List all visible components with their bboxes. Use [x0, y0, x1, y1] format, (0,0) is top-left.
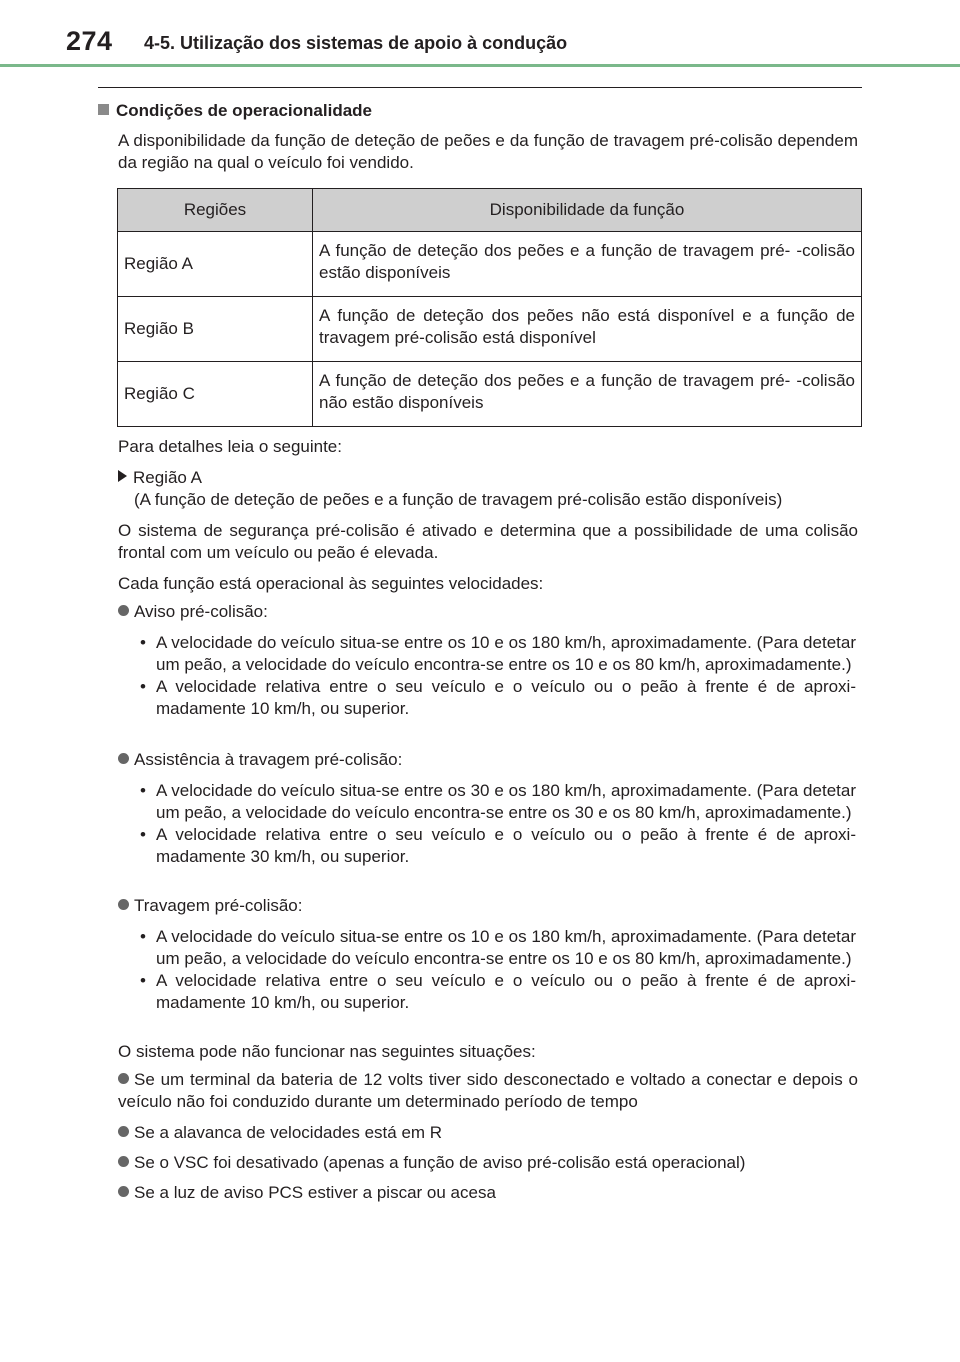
section-heading — [98, 100, 372, 122]
function-details — [129, 780, 856, 868]
table-header-cell: Disponibilidade da função — [313, 189, 862, 232]
triangle-bullet-icon — [118, 470, 127, 482]
situation-item — [118, 1182, 858, 1204]
situation-item — [118, 1152, 858, 1174]
circle-bullet-icon — [118, 753, 129, 764]
situation-item — [118, 1122, 858, 1144]
function-name: Assistência à travagem pré-colisão: — [134, 750, 403, 769]
list-item-text: A velocidade relativa entre o seu veículo e o veículo ou o peão à frente é de aproxi- madamente 10 km/h, ou superior. — [156, 971, 856, 1012]
dot-bullet: • — [140, 633, 146, 652]
square-bullet-icon — [98, 104, 109, 115]
region-a-title: Região A — [133, 468, 202, 487]
page-number: 274 — [66, 26, 113, 56]
chapter-title: 4-5. Utilização dos sistemas de apoio à condução — [144, 33, 568, 53]
activation-text: O sistema de segurança pré-colisão é ativado e determina que a possibilidade de uma colisão frontal com um veículo ou peão é elevada. — [118, 521, 858, 562]
situations-intro: O sistema pode não funcionar nas seguintes situações: — [118, 1042, 536, 1061]
circle-bullet-icon — [118, 1073, 129, 1084]
function-details — [129, 926, 856, 1014]
function-details — [129, 632, 856, 720]
list-item — [129, 780, 856, 824]
list-item — [129, 824, 856, 868]
list-item — [129, 632, 856, 676]
region-cell: Região B — [118, 297, 313, 362]
details-intro: Para detalhes leia o seguinte: — [118, 437, 342, 456]
list-item-text: A velocidade do veículo situa-se entre os 10 e os 180 km/h, aproximadamente. (Para detetar um peão, a velocidade do veículo encontra-se entre os 10 e os 80 km/h, aproximadamente.) — [156, 927, 856, 968]
situation-text: Se um terminal da bateria de 12 volts tiver sido desconectado e voltado a conectar e depois o veículo não foi conduzido durante um determinado período de tempo — [118, 1070, 858, 1111]
page-header — [0, 0, 960, 68]
situation-text: Se a alavanca de velocidades está em R — [134, 1123, 443, 1142]
dot-bullet: • — [140, 781, 146, 800]
region-a-subtitle: (A função de deteção de peões e a função de travagem pré-colisão estão disponíveis) — [134, 490, 783, 509]
regions-table — [117, 188, 862, 427]
situation-text: Se o VSC foi desativado (apenas a função de aviso pré-colisão está operacional) — [134, 1153, 746, 1172]
table-row — [118, 362, 862, 427]
list-item — [129, 926, 856, 970]
table-row — [118, 232, 862, 297]
function-name: Aviso pré-colisão: — [134, 602, 268, 621]
region-cell: Região A — [118, 232, 313, 297]
circle-bullet-icon — [118, 1156, 129, 1167]
section-heading-text: Condições de operacionalidade — [116, 101, 373, 120]
region-a-heading — [118, 467, 858, 489]
region-cell: Região C — [118, 362, 313, 427]
header-rule — [0, 64, 960, 67]
dot-bullet: • — [140, 927, 146, 946]
function-heading — [118, 895, 858, 917]
dot-bullet: • — [140, 677, 146, 696]
table-header-cell: Regiões — [118, 189, 313, 232]
list-item — [129, 970, 856, 1014]
function-heading — [118, 601, 858, 623]
dot-bullet: • — [140, 825, 146, 844]
circle-bullet-icon — [118, 1186, 129, 1197]
dot-bullet: • — [140, 971, 146, 990]
situation-item — [118, 1069, 858, 1113]
list-item-text: A velocidade relativa entre o seu veículo e o veículo ou o peão à frente é de aproxi- madamente 30 km/h, ou superior. — [156, 825, 856, 866]
list-item — [129, 676, 856, 720]
function-name: Travagem pré-colisão: — [134, 896, 303, 915]
table-row — [118, 297, 862, 362]
section-rule — [98, 87, 862, 88]
list-item-text: A velocidade do veículo situa-se entre os 10 e os 180 km/h, aproximadamente. (Para detetar um peão, a velocidade do veículo encontra-se entre os 10 e os 80 km/h, aproximadamente.) — [156, 633, 856, 674]
section-intro: A disponibilidade da função de deteção de peões e da função de travagem pré-colisão dependem da região na qual o veículo foi vendido. — [118, 131, 858, 172]
circle-bullet-icon — [118, 899, 129, 910]
circle-bullet-icon — [118, 1126, 129, 1137]
list-item-text: A velocidade do veículo situa-se entre os 30 e os 180 km/h, aproximadamente. (Para detetar um peão, a velocidade do veículo encontra-se entre os 30 e os 80 km/h, aproximadamente.) — [156, 781, 856, 822]
function-heading — [118, 749, 858, 771]
circle-bullet-icon — [118, 605, 129, 616]
table-header-row — [118, 189, 862, 232]
list-item-text: A velocidade relativa entre o seu veículo e o veículo ou o peão à frente é de aproxi- madamente 10 km/h, ou superior. — [156, 677, 856, 718]
availability-cell: A função de deteção dos peões e a função de travagem pré- -colisão não estão disponíveis — [313, 362, 862, 427]
situation-text: Se a luz de aviso PCS estiver a piscar ou acesa — [134, 1183, 496, 1202]
availability-cell: A função de deteção dos peões não está disponível e a função de travagem pré-colisão está disponível — [313, 297, 862, 362]
availability-cell: A função de deteção dos peões e a função de travagem pré- -colisão estão disponíveis — [313, 232, 862, 297]
speeds-intro: Cada função está operacional às seguintes velocidades: — [118, 574, 544, 593]
